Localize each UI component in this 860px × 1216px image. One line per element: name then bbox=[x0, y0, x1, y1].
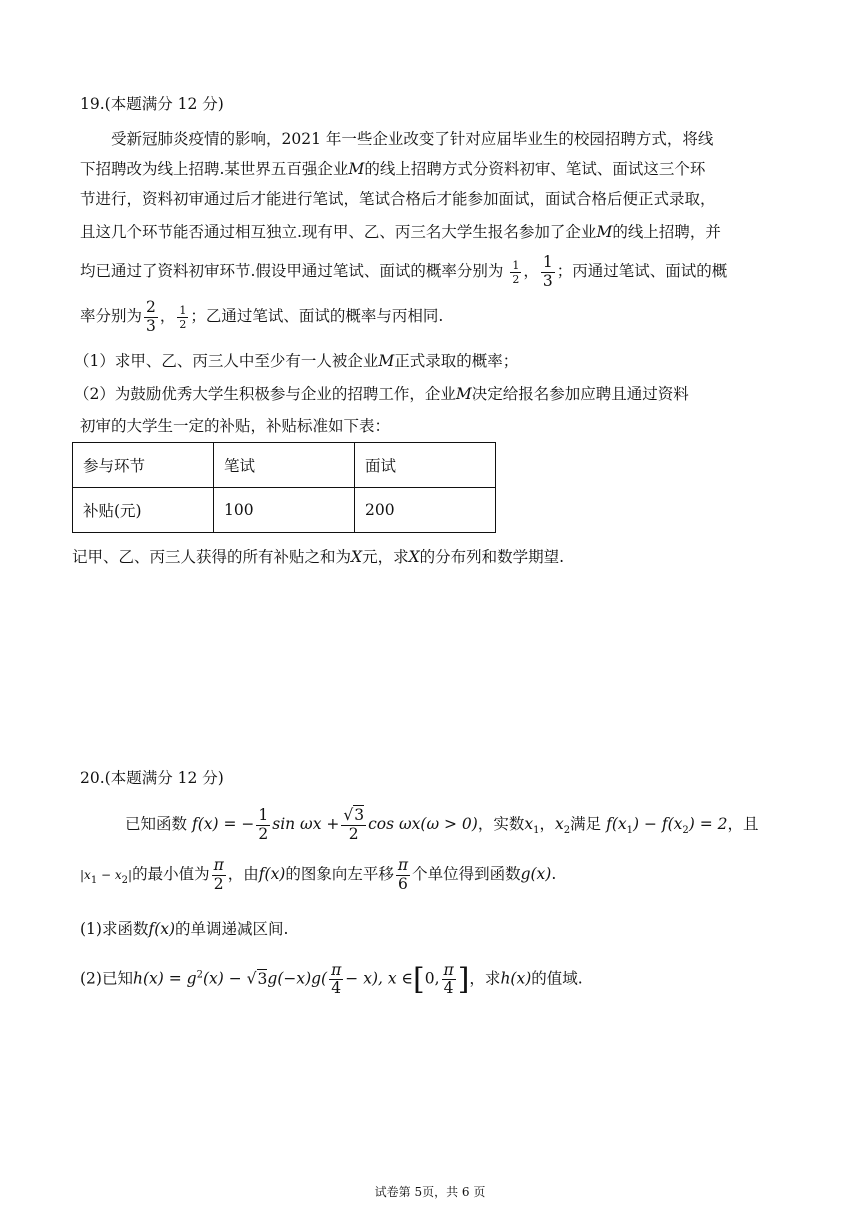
fraction-one-third: $\frac{1}{3}$ bbox=[542, 253, 553, 290]
table-row bbox=[73, 443, 496, 488]
fraction-sqrt3-half: $\frac{√3}{2}$ bbox=[343, 806, 365, 843]
fraction-pi-half: $\frac{\pi}{2}$ bbox=[213, 856, 224, 893]
fraction-pi-quarter: $\frac{\pi}{4}$ bbox=[331, 960, 342, 997]
fraction-pi-quarter-b: $\frac{\pi}{4}$ bbox=[443, 960, 454, 997]
q19-last-line: 记甲、乙、丙三人获得的所有补贴之和为X元，求X的分布列和数学期望. bbox=[72, 548, 565, 566]
table-cell: 参与环节 bbox=[73, 443, 214, 488]
q20-header: 20.(本题满分 12 分) bbox=[80, 769, 224, 787]
q19-line-2: 下招聘改为线上招聘.某世界五百强企业M的线上招聘方式分资料初审、笔试、面试这三个环 bbox=[80, 160, 706, 178]
page-footer: 试卷第 5页，共 6 页 bbox=[374, 1185, 486, 1199]
q19-sub-1: （1）求甲、乙、丙三人中至少有一人被企业M正式录取的概率； bbox=[74, 352, 519, 370]
fraction-one-half-q20: $\frac{1}{2}$ bbox=[258, 806, 269, 843]
q19-line-4: 且这几个环节能否通过相互独立.现有甲、乙、丙三名大学生报名参加了企业M的线上招聘，并 bbox=[80, 223, 721, 241]
q20-sub-1: (1)求函数f(x)的单调递减区间. bbox=[80, 920, 289, 938]
fraction-one-half: $\frac{1}{2}$ bbox=[512, 258, 520, 286]
table-cell: 100 bbox=[214, 488, 355, 533]
q19-header: 19.(本题满分 12 分) bbox=[80, 95, 224, 113]
q20-line-1: 已知函数 f(x) = − $\frac{1}{2}$ sin ωx + $\frac{√3}{2}$ cos ωx(ω > 0)，实数$x_1$，$x_2$满足 $f(x_1) - f(x_2) = 2$，且 bbox=[125, 806, 759, 843]
table-cell: 笔试 bbox=[214, 443, 355, 488]
table-cell: 面试 bbox=[355, 443, 496, 488]
q19-line-6: 率分别为 $\frac{2}{3}$ ， $\frac{1}{2}$ ；乙通过笔试、面试的概率与丙相同. bbox=[80, 298, 444, 335]
q19-line-3: 节进行，资料初审通过后才能进行笔试，笔试合格后才能参加面试，面试合格后便正式录取， bbox=[80, 190, 716, 208]
fraction-two-thirds: $\frac{2}{3}$ bbox=[146, 298, 156, 335]
table-row bbox=[73, 488, 496, 533]
subsidy-table bbox=[72, 442, 496, 533]
q20-line-2: $|x_1 - x_2|$的最小值为 $\frac{\pi}{2}$ ，由f(x)的图象向左平移 $\frac{\pi}{6}$ 个单位得到函数g(x). bbox=[80, 856, 557, 893]
table-cell: 200 bbox=[355, 488, 496, 533]
fraction-one-half-b: $\frac{1}{2}$ bbox=[179, 303, 187, 331]
table-cell: 补贴(元) bbox=[73, 488, 214, 533]
q19-sub-2: （2）为鼓励优秀大学生积极参与企业的招聘工作，企业M决定给报名参加应聘且通过资料 bbox=[74, 385, 689, 403]
q19-sub-2-cont: 初审的大学生一定的补贴，补贴标准如下表： bbox=[80, 417, 391, 435]
q20-sub-2: (2)已知$h(x) = g^2(x) - √3g(-x)g$( $\frac{\pi}{4}$ − x), x ∈[0, $\frac{\pi}{4}$ ]，求h(x)的值域. bbox=[80, 960, 583, 997]
fraction-pi-sixth: $\frac{\pi}{6}$ bbox=[397, 856, 409, 893]
q19-line-1: 受新冠肺炎疫情的影响，2021 年一些企业改变了针对应届毕业生的校园招聘方式，将线 bbox=[111, 130, 714, 148]
q19-line-5: 均已通过了资料初审环节.假设甲通过笔试、面试的概率分别为 $\frac{1}{2}$ ， $\frac{1}{3}$ ；丙通过笔试、面试的概 bbox=[80, 253, 728, 290]
